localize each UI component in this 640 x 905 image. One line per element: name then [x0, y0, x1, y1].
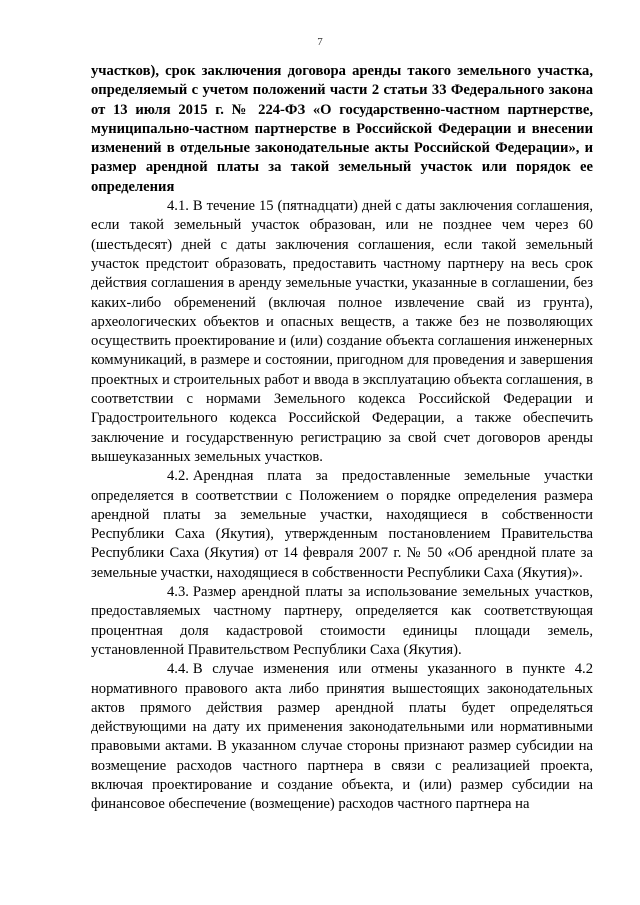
paragraph-text: Размер арендной платы за использование земельных участков, предоставляемых частному партнеру, определяется как соответствующая процентная доля кадастровой стоимости единицы площади земель, установленной Правительством Республики Саха (Якутия). [91, 584, 593, 658]
paragraph-text: В случае изменения или отмены указанного в пункте 4.2 нормативного правового акта либо принятия вышестоящих законодательных актов прямого действия размер арендной платы будет определяться действующими на дату их применения законодательными или нормативными правовыми актами. В указанном случае стороны признают размер субсидии на возмещение расходов частного партнера в связи с реализацией проекта, включая проектирование и создание объекта, и (или) размер субсидии на финансовое обеспечение (возмещение) расходов частного партнера на [91, 661, 593, 813]
paragraph-4-2 [91, 467, 593, 583]
paragraph-4-4 [91, 660, 593, 814]
paragraph-number: 4.2. [167, 468, 189, 485]
paragraph-number: 4.3. [167, 584, 189, 601]
paragraph-4-3 [91, 583, 593, 660]
document-body [91, 62, 593, 815]
paragraph-4-1 [91, 197, 593, 467]
section-heading: участков), срок заключения договора аренды такого земельного участка, определяемый с учетом положений части 2 статьи 33 Федерального закона от 13 июля 2015 г. № 224-ФЗ «О государственно-частном партнерстве, муниципально-частном партнерстве в Российской Федерации и внесении изменений в отдельные законодательные акты Российской Федерации», и размер арендной платы за такой земельный участок или порядок ее определения [91, 63, 593, 195]
paragraph-number: 4.1. [167, 198, 189, 215]
paragraph-text: В течение 15 (пятнадцати) дней с даты заключения соглашения, если такой земельный участок образован, или не позднее чем через 60 (шестьдесят) дней с даты заключения соглашения, если такой земельный участок предстоит образовать, предоставить частному партнеру на весь срок действия соглашения в аренду земельные участки, указанные в соглашении, без каких-либо обременений (включая полное извлечение свай из грунта), археологических объектов и опасных веществ, а также без не позволяющих осуществить проектирование и (или) создание объекта соглашения инженерных коммуникаций, в размере и состоянии, пригодном для проведения и завершения проектных и строительных работ и ввода в эксплуатацию объекта соглашения, в соответствии с нормами Земельного кодекса Российской Федерации и Градостроительного кодекса Российской Федерации, а также обеспечить заключение и государственную регистрацию за свой счет договоров аренды вышеуказанных земельных участков. [91, 198, 593, 465]
paragraph-number: 4.4. [167, 661, 189, 678]
paragraph-text: Арендная плата за предоставленные земельные участки определяется в соответствии с Положением о порядке определения размера арендной платы за земельные участки, находящиеся в собственности Республики Саха (Якутия), утвержденным постановлением Правительства Республики Саха (Якутия) от 14 февраля 2007 г. № 50 «Об арендной плате за земельные участки, находящиеся в собственности Республики Саха (Якутия)». [91, 468, 593, 581]
page-number: 7 [317, 36, 323, 48]
